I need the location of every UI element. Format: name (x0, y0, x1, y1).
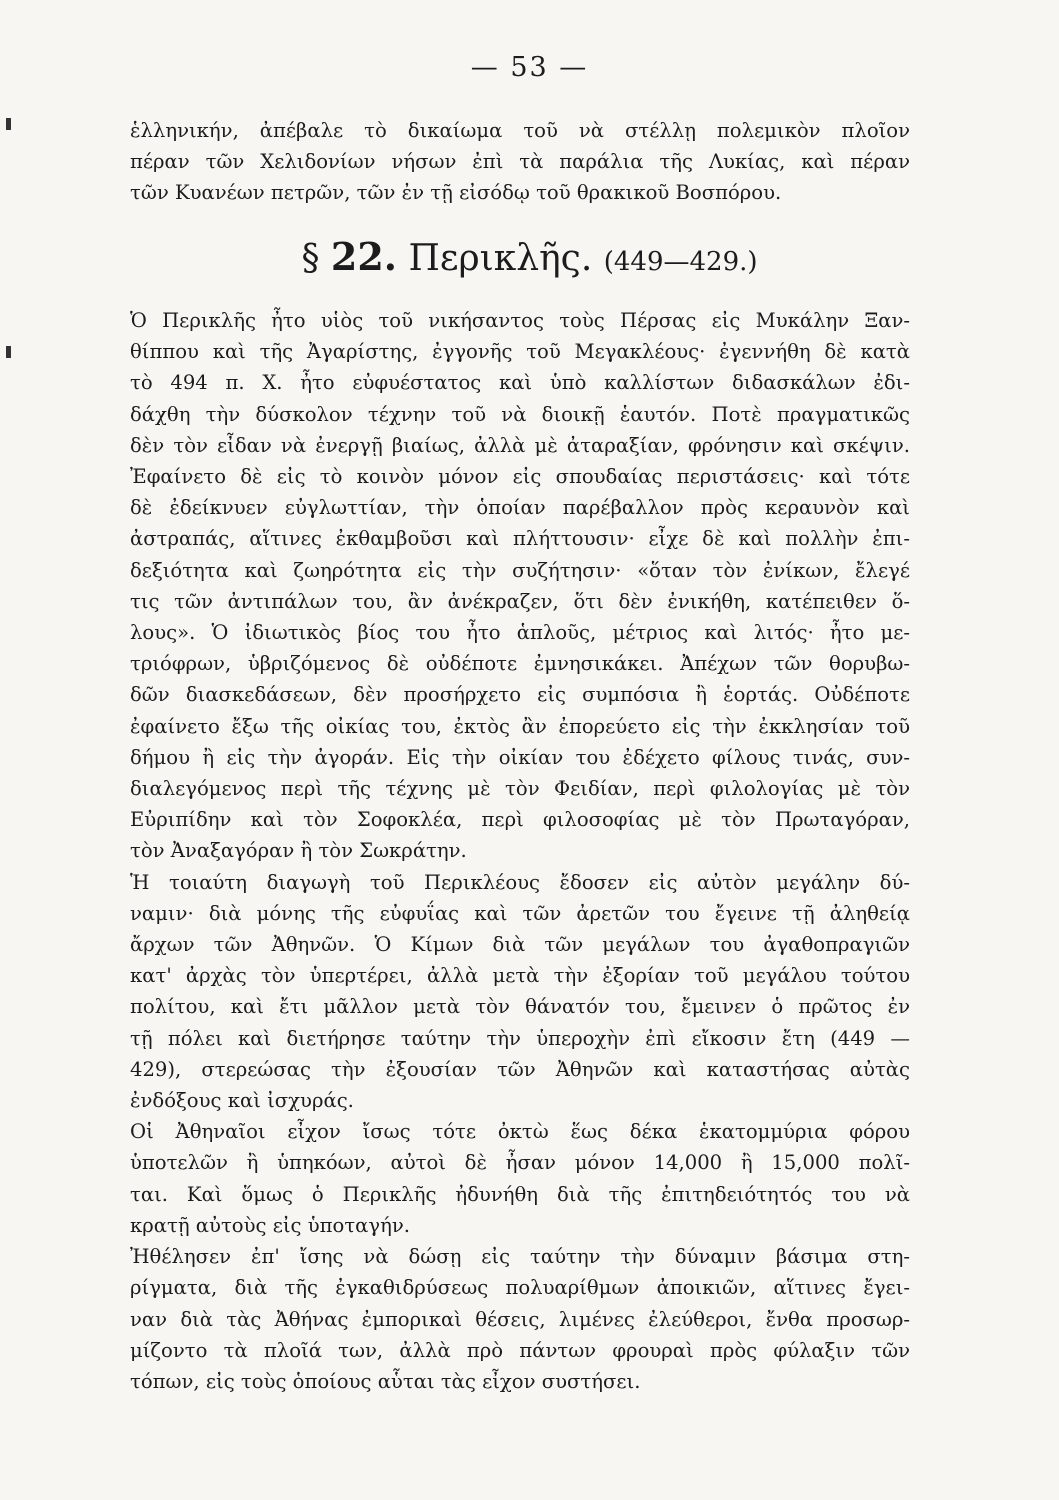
section-heading (0, 233, 1059, 286)
text-line: μίζοντο τὰ πλοῖά των, ἀλλὰ πρὸ πάντων φρουραὶ πρὸς φύλαξιν τῶν (130, 1338, 910, 1362)
text-line: κρατῇ αὐτοὺς εἰς ὑποταγήν. (130, 1213, 410, 1237)
text-line: Ὁ Περικλῆς ἦτο υἱὸς τοῦ νικήσαντος τοὺς Πέρσας εἰς Μυκάλην Ξαν- (130, 309, 910, 332)
intro-paragraph (130, 115, 910, 209)
text-line: κατ' ἀρχὰς τὸν ὑπερτέρει, ἀλλὰ μετὰ τὴν ἐξορίαν τοῦ μεγάλου τούτου (130, 964, 910, 988)
text-line: ρίγματα, διὰ τῆς ἐγκαθιδρύσεως πολυαρίθμων ἀποικιῶν, αἵτινες ἔγει- (130, 1276, 910, 1300)
text-line: ὑποτελῶν ἢ ὑπηκόων, αὐτοὶ δὲ ἦσαν μόνον 14,000 ἢ 15,000 πολῖ- (130, 1151, 910, 1175)
margin-mark (6, 118, 11, 130)
text-line: δάχθη τὴν δύσκολον τέχνην τοῦ νὰ διοικῇ ἑαυτόν. Ποτὲ πραγματικῶς (130, 402, 910, 426)
text-line: διαλεγόμενος περὶ τῆς τέχνης μὲ τὸν Φειδίαν, περὶ φιλολογίας μὲ τὸν (130, 777, 910, 801)
text-line: τῇ πόλει καὶ διετήρησε ταύτην τὴν ὑπεροχὴν ἐπὶ εἴκοσιν ἔτη (449 — (130, 1026, 910, 1050)
text-line: ναν διὰ τὰς Ἀθήνας ἐμπορικαὶ θέσεις, λιμένες ἐλεύθεροι, ἔνθα προσωρ- (130, 1307, 910, 1331)
text-line: τις τῶν ἀντιπάλων του, ἂν ἀνέκραζεν, ὅτι δὲν ἐνικήθη, κατέπειθεν ὅ- (130, 589, 910, 613)
text-line: τῶν Κυανέων πετρῶν, τῶν ἐν τῇ εἰσόδῳ τοῦ θρακικοῦ Βοσπόρου. (130, 181, 782, 205)
text-line: ται. Καὶ ὅμως ὁ Περικλῆς ἠδυνήθη διὰ τῆς ἐπιτηδειότητός του νὰ (130, 1182, 910, 1206)
text-line: δεξιότητα καὶ ζωηρότητα εἰς τὴν συζήτησιν· «ὅταν τὸν ἐνίκων, ἔλεγέ (130, 558, 910, 582)
text-line: Ἡ τοιαύτη διαγωγὴ τοῦ Περικλέους ἔδοσεν εἰς αὐτὸν μεγάλην δύ- (130, 870, 910, 894)
text-line: τριόφρων, ὑβριζόμενος δὲ οὐδέποτε ἐμνησικάκει. Ἀπέχων τῶν θορυβω- (130, 652, 910, 676)
text-line: δήμου ἢ εἰς τὴν ἀγοράν. Εἰς τὴν οἰκίαν του ἐδέχετο φίλους τινάς, συν- (130, 745, 910, 769)
body-text (130, 305, 910, 1397)
text-line: ἄρχων τῶν Ἀθηνῶν. Ὁ Κίμων διὰ τῶν μεγάλων του ἀγαθοπραγιῶν (130, 933, 910, 957)
text-line: θίππου καὶ τῆς Ἀγαρίστης, ἐγγονῆς τοῦ Μεγακλέους· ἐγεννήθη δὲ κατὰ (130, 340, 910, 364)
text-line: Οἱ Ἀθηναῖοι εἶχον ἴσως τότε ὀκτὼ ἕως δέκα ἑκατομμύρια φόρου (130, 1120, 910, 1144)
text-line: πολίτου, καὶ ἔτι μᾶλλον μετὰ τὸν θάνατόν του, ἔμεινεν ὁ πρῶτος ἐν (130, 995, 910, 1019)
text-line: λους». Ὁ ἰδιωτικὸς βίος του ἦτο ἁπλοῦς, μέτριος καὶ λιτός· ἦτο με- (130, 621, 910, 645)
section-sign: § (301, 238, 320, 279)
text-line: τὸν Ἀναξαγόραν ἢ τὸν Σωκράτην. (130, 839, 467, 863)
text-line: πέραν τῶν Χελιδονίων νήσων ἐπὶ τὰ παράλια τῆς Λυκίας, καὶ πέραν (130, 150, 910, 174)
text-line: ἑλληνικήν, ἀπέβαλε τὸ δικαίωμα τοῦ νὰ στέλλῃ πολεμικὸν πλοῖον (130, 119, 910, 142)
text-line: 429), στερεώσας τὴν ἐξουσίαν τῶν Ἀθηνῶν καὶ καταστήσας αὐτὰς (130, 1057, 910, 1081)
text-line: δὲ ἐδείκνυεν εὐγλωττίαν, τὴν ὁποίαν παρέβαλλον πρὸς κεραυνὸν καὶ (130, 496, 910, 520)
text-line: ἐνδόξους καὶ ἰσχυράς. (130, 1089, 354, 1113)
text-line: Ἠθέλησεν ἐπ' ἴσης νὰ δώσῃ εἰς ταύτην τὴν δύναμιν βάσιμα στη- (130, 1245, 910, 1269)
text-line: τὸ 494 π. Χ. ἦτο εὐφυέστατος καὶ ὑπὸ καλλίστων διδασκάλων ἐδι- (130, 371, 910, 395)
text-line: δῶν διασκεδάσεων, δὲν προσήρχετο εἰς συμπόσια ἢ ἑορτάς. Οὐδέποτε (130, 683, 910, 707)
text-line: ναμιν· διὰ μόνης τῆς εὐφυΐας καὶ τῶν ἀρετῶν του ἔγεινε τῇ ἀληθείᾳ (130, 901, 910, 925)
margin-mark (6, 346, 11, 358)
section-number: 22. (330, 234, 398, 279)
section-dates: (449—429.) (603, 247, 758, 277)
page-number: — 53 — (470, 52, 589, 83)
text-line: ἐφαίνετο ἔξω τῆς οἰκίας του, ἐκτὸς ἂν ἐπορεύετο εἰς τὴν ἐκκλησίαν τοῦ (130, 714, 910, 738)
text-line: ἀστραπάς, αἵτινες ἐκθαμβοῦσι καὶ πλήττουσιν· εἶχε δὲ καὶ πολλὴν ἐπι- (130, 527, 910, 551)
section-title: Περικλῆς. (408, 238, 593, 279)
text-line: Εὐριπίδην καὶ τὸν Σοφοκλέα, περὶ φιλοσοφίας μὲ τὸν Πρωταγόραν, (130, 808, 910, 832)
text-line: Ἐφαίνετο δὲ εἰς τὸ κοινὸν μόνον εἰς σπουδαίας περιστάσεις· καὶ τότε (130, 465, 910, 489)
text-line: δὲν τὸν εἶδαν νὰ ἐνεργῇ βιαίως, ἀλλὰ μὲ ἀταραξίαν, φρόνησιν καὶ σκέψιν. (130, 433, 910, 457)
text-line: τόπων, εἰς τοὺς ὁποίους αὗται τὰς εἶχον συστήσει. (130, 1369, 641, 1393)
